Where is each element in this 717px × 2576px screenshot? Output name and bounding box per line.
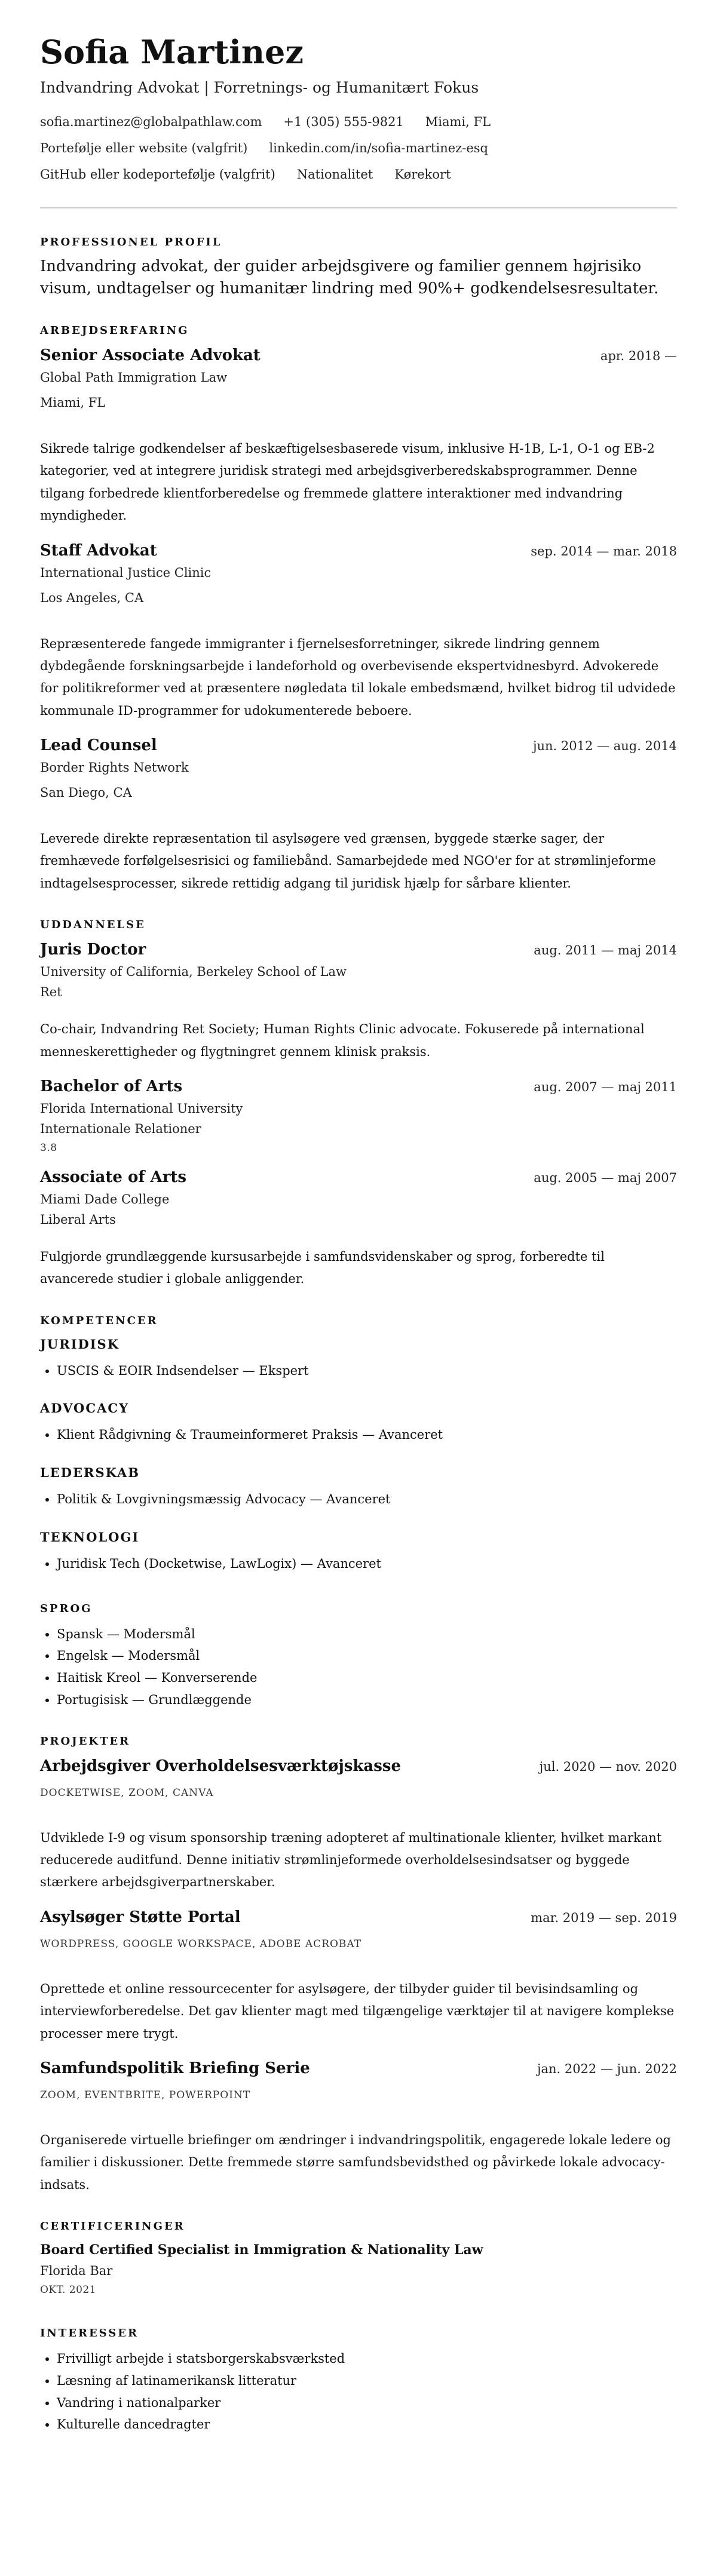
skill-list [40,1553,677,1575]
job-title: Senior Associate Advokat [40,346,261,365]
project-title: Samfundspolitik Briefing Serie [40,2059,310,2077]
education-date: aug. 2007 — maj 2011 [534,1079,677,1094]
job-location: San Diego, CA [40,785,132,800]
interest-item: • Frivilligt arbejde i statsborgerskabsværksted [57,2348,677,2370]
drivers-license: Kørekort [394,167,451,182]
degree-title: Associate of Arts [40,1168,187,1186]
language-list [40,1623,677,1711]
interest-item: • Læsning af latinamerikansk litteratur [57,2370,677,2392]
job-description: Repræsenterede fangede immigranter i fjernelsesforretninger, sikrede lindring gennem dybdegående forskningsarbejde i landeforhold og overbevisende ekspertvidnesbyrd. Advokerede for politikreformer ved at præsentere nøgledata til lokale embedsmænd, hvilket bidrog til udvidede kommunale ID-programmer for udokumenterede beboere. [40,636,676,718]
portfolio-link[interactable]: Portefølje eller website (valgfrit) [40,141,248,156]
experience-entry [40,346,677,527]
education-description: Fulgjorde grundlæggende kursusarbejde i samfundsvidenskaber og sprog, forberedte til avancerede studier i globale anliggender. [40,1249,605,1287]
section-title-languages: SPROG [40,1602,93,1615]
job-date: apr. 2018 — [600,349,677,364]
education-date: aug. 2005 — maj 2007 [534,1170,677,1185]
project-date: jan. 2022 — jun. 2022 [537,2061,677,2076]
location: Miami, FL [425,114,491,129]
section-title-education: UDDANNELSE [40,919,146,932]
job-title: Staff Advokat [40,541,157,560]
skill-item: • USCIS & EOIR Indsendelser — Ekspert [57,1360,677,1382]
job-location: Los Angeles, CA [40,590,144,605]
section-title-experience: ARBEJDSERFARING [40,324,189,337]
skill-category: LEDERSKAB [40,1465,140,1481]
project-description: Organiserede virtuelle briefinger om ændringer i indvandringspolitik, engagerede lokale ledere og familier i diskussioner. Dette fremmede større samfundsbevidsthed og påvirkede lokale advocacy-indsats. [40,2132,671,2192]
skill-category: ADVOCACY [40,1401,130,1416]
language-item: • Spansk — Modersmål [57,1623,677,1645]
degree-title: Bachelor of Arts [40,1077,183,1095]
project-date: mar. 2019 — sep. 2019 [531,1910,677,1925]
education-description: Co-chair, Indvandring Ret Society; Human Rights Clinic advocate. Fokuserede på international menneskerettigheder og flygtningret gennem klinisk praksis. [40,1022,645,1059]
project-tech: ZOOM, EVENTBRITE, POWERPOINT [40,2089,251,2101]
skill-list [40,1424,677,1446]
experience-entry [40,542,677,723]
section-title-projects: PROJEKTER [40,1734,131,1748]
linkedin-link[interactable]: linkedin.com/in/sofia-martinez-esq [269,141,488,156]
project-description: Udviklede I-9 og visum sponsorship træning adopteret af multinationale klienter, hvilket markant reducerede auditfund. Denne initiativ strømlinjeformede overholdelsesindsatser og byggede stærkere arbejdsgiverpartnerskaber. [40,1830,662,1890]
language-item: • Haitisk Kreol — Konverserende [57,1667,677,1689]
certification-date: OKT. 2021 [40,2284,97,2296]
project-description: Oprettede et online ressourcecenter for asylsøgere, der tilbyder guider til bevisindsamling og interviewforberedelse. Det gav klienter magt med tilgængelige værktøjer til at navigere komplekse processer mere trygt. [40,1981,675,2041]
skill-item: • Klient Rådgivning & Traumeinformeret Praksis — Avanceret [57,1424,677,1446]
job-title: Lead Counsel [40,736,157,755]
project-title: Asylsøger Støtte Portal [40,1908,241,1926]
education-date: aug. 2011 — maj 2014 [534,943,677,958]
project-entry [40,2059,677,2196]
education-entry [40,941,677,1063]
section-title-skills: KOMPETENCER [40,1314,158,1327]
education-entry [40,1077,677,1154]
certification-title: Board Certified Specialist in Immigration & Nationality Law [40,2242,483,2258]
candidate-name: Sofia Martinez [40,33,304,71]
skill-list [40,1360,677,1382]
skill-item: • Juridisk Tech (Docketwise, LawLogix) — Avanceret [57,1553,677,1575]
degree-title: Juris Doctor [40,941,146,959]
skill-category: TEKNOLOGI [40,1529,140,1545]
employer: Global Path Immigration Law [40,370,228,385]
project-entry [40,1908,677,2045]
job-location: Miami, FL [40,395,106,410]
school-name: Miami Dade College [40,1192,170,1206]
job-date: jun. 2012 — aug. 2014 [533,739,677,754]
section-title-certifications: CERTIFICERINGER [40,2220,185,2233]
phone-number[interactable]: +1 (305) 555-9821 [283,114,404,129]
project-tech: DOCKETWISE, ZOOM, CANVA [40,1786,214,1799]
experience-entry [40,736,677,895]
project-title: Arbejdsgiver Overholdelsesværktøjskasse [40,1757,402,1775]
nationality: Nationalitet [296,167,373,182]
contact-row [40,114,677,130]
skill-category: JURIDISK [40,1336,120,1352]
project-tech: WORDPRESS, GOOGLE WORKSPACE, ADOBE ACROBAT [40,1938,362,1950]
project-entry [40,1757,677,1894]
employer: Border Rights Network [40,760,189,775]
skill-list [40,1488,677,1510]
interest-item: • Kulturelle dancedragter [57,2414,677,2436]
section-title-profile: PROFESSIONEL PROFIL [40,235,222,248]
language-item: • Engelsk — Modersmål [57,1645,677,1667]
contact-row [40,140,677,156]
field-of-study: Internationale Relationer [40,1121,201,1136]
skill-item: • Politik & Lovgivningsmæssig Advocacy — Avanceret [57,1488,677,1510]
employer: International Justice Clinic [40,565,212,580]
contact-row [40,167,677,183]
section-title-interests: INTERESSER [40,2327,139,2340]
job-description: Leverede direkte repræsentation til asylsøgere ved grænsen, byggede stærke sager, der fremhævede forfølgelsesrisici og familiebånd. Samarbejdede med NGO'er for at strømlinjeforme indtagelsesprocesser, sikrede rettidig adgang til juridisk hjælp for sårbare klienter. [40,831,656,891]
header-divider [40,207,677,208]
interest-item: • Vandring i nationalparker [57,2392,677,2414]
job-date: sep. 2014 — mar. 2018 [531,544,677,558]
school-name: Florida International University [40,1101,243,1116]
email-link[interactable]: sofia.martinez@globalpathlaw.com [40,114,262,129]
job-description: Sikrede talrige godkendelser af beskæftigelsesbaserede visum, inklusive H-1B, L-1, O-1 og EB-2 kategorier, ved at integrere juridisk strategi med arbejdsgiverberedskabsprogrammer. Denne tilgang forbedrede klientforberedelse og fremmede glattere interaktioner med indvandring myndigheder. [40,441,655,523]
github-link[interactable]: GitHub eller kodeportefølje (valgfrit) [40,167,275,182]
education-entry [40,1168,677,1291]
interest-list [40,2348,677,2436]
field-of-study: Ret [40,985,62,1000]
school-name: University of California, Berkeley School of Law [40,965,347,980]
project-date: jul. 2020 — nov. 2020 [539,1759,677,1774]
headline: Indvandring Advokat | Forretnings- og Humanitært Fokus [40,78,479,96]
certification-issuer: Florida Bar [40,2264,113,2279]
gpa: 3.8 [40,1141,57,1154]
language-item: • Portugisisk — Grundlæggende [57,1689,677,1711]
profile-summary: Indvandring advokat, der guider arbejdsgivere og familier gennem højrisiko visum, undtagelser og humanitær lindring med 90%+ godkendelsesresultater. [40,257,659,298]
field-of-study: Liberal Arts [40,1212,116,1227]
